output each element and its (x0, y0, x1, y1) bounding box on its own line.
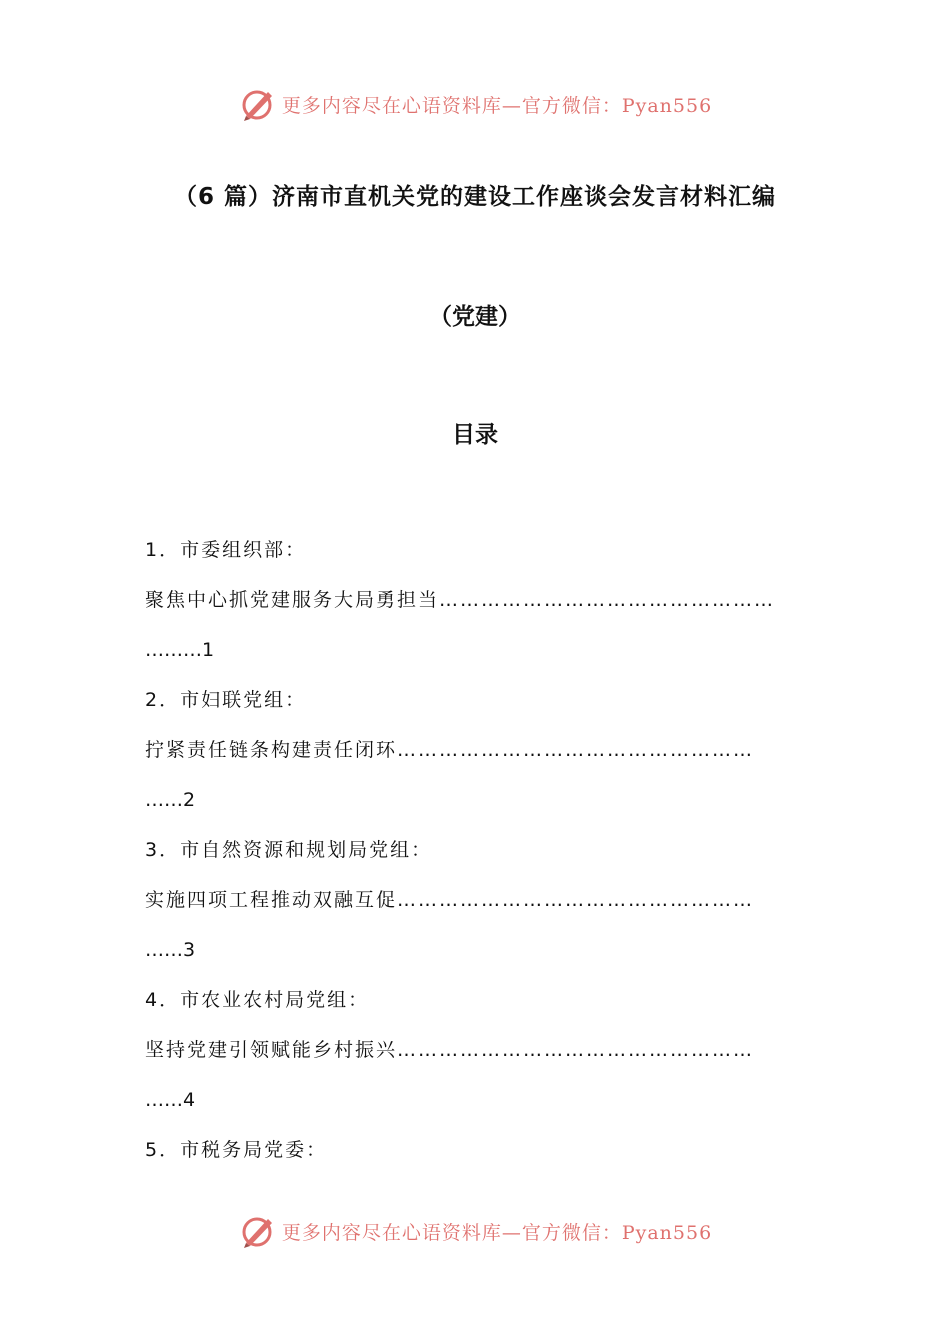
watermark-banner-bottom (0, 1209, 950, 1253)
document-subtitle: （党建） (429, 304, 521, 330)
toc-org-2: 2．市妇联党组： (145, 689, 307, 711)
toc-entry-2[interactable]: 拧紧责任链条构建责任闭环…………………………………………… (145, 739, 755, 761)
toc-page-3: ……3 (145, 939, 196, 961)
toc-heading: 目录 (452, 422, 498, 448)
toc-page-4: ……4 (145, 1089, 196, 1111)
table-of-contents (145, 530, 807, 1180)
toc-entry-4[interactable]: 坚持党建引领赋能乡村振兴…………………………………………… (145, 1039, 755, 1061)
toc-org-3: 3．市自然资源和规划局党组： (145, 839, 433, 861)
toc-entry-1[interactable]: 聚焦中心抓党建服务大局勇担当………………………………………… (145, 589, 776, 611)
toc-org-4: 4．市农业农村局党组： (145, 989, 370, 1011)
watermark-text: 更多内容尽在心语资料库—官方微信：Pyan556 (281, 94, 713, 117)
toc-org-1: 1．市委组织部： (145, 539, 307, 561)
toc-org-5: 5．市税务局党委： (145, 1139, 328, 1161)
toc-page-2: ……2 (145, 789, 196, 811)
watermark-banner-top (0, 82, 950, 126)
pen-logo-icon (238, 1211, 278, 1251)
toc-entry-3[interactable]: 实施四项工程推动双融互促…………………………………………… (145, 889, 755, 911)
pen-logo-icon (238, 84, 278, 124)
toc-page-1: ………1 (145, 639, 215, 661)
document-title: （6 篇）济南市直机关党的建设工作座谈会发言材料汇编 (173, 184, 776, 210)
watermark-text: 更多内容尽在心语资料库—官方微信：Pyan556 (281, 1221, 713, 1244)
